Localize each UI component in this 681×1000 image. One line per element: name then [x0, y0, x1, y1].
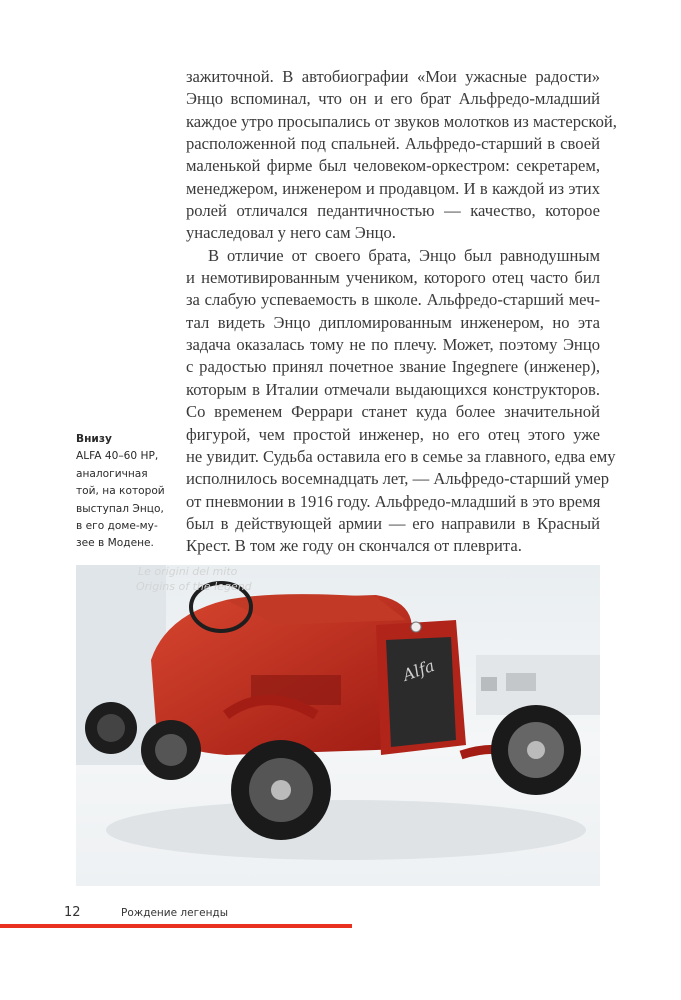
page-number: 12 — [64, 905, 81, 920]
caption-line: той, на которой — [76, 485, 165, 498]
caption-line: выступал Энцо, — [76, 502, 164, 515]
text-line: и немотивированным учеником, которого отец часто бил — [186, 268, 600, 288]
wall-text: Le origini del mito — [138, 565, 238, 578]
text-line: от пневмонии в 1916 году. Альфредо-младший в это время — [186, 491, 601, 511]
text-line: каждое утро просыпались от звуков молотков из мастерской, — [186, 111, 617, 131]
chapter-title: Рождение легенды — [121, 907, 228, 919]
text-line: менеджером, инженером и продавцом. И в каждой из этих — [186, 178, 600, 198]
grille-logo: Alfa — [400, 655, 437, 685]
text-line: задача оказалась тому не по плечу. Может, поэтому Энцо — [186, 335, 600, 355]
car-photo — [76, 565, 600, 886]
footer-accent-rule — [0, 924, 352, 928]
text-line: не увидит. Судьба оставила его в семье за главного, едва ему — [186, 446, 616, 466]
text-line: Крест. В том же году он скончался от плеврита. — [186, 536, 522, 556]
text-line: зажиточной. В автобиографии «Мои ужасные радости» — [186, 67, 600, 86]
photo-caption — [76, 431, 176, 553]
text-line: исполнилось восемнадцать лет, — Альфредо-старший умер — [186, 469, 610, 489]
caption-line: в его доме-му- — [76, 520, 158, 533]
text-line: ролей отличался педантичностью — качество, которое — [186, 201, 600, 221]
caption-line: ALFA 40–60 HP, — [76, 450, 159, 463]
text-line: расположенной под спальней. Альфредо-старший в своей — [186, 134, 600, 154]
text-line: с радостью принял почетное звание Ingegnere (инженер), — [186, 357, 600, 377]
text-line: В отличие от своего брата, Энцо был равнодушным — [208, 245, 600, 265]
text-line: которым в Италии отмечали выдающихся конструкторов. — [186, 379, 600, 399]
caption-title: Внизу — [76, 433, 112, 445]
text-line: Энцо вспоминал, что он и его брат Альфредо-младший — [186, 89, 600, 109]
caption-line: зее в Модене. — [76, 537, 154, 550]
text-line: маленькой фирме был человеком-оркестром: секретарем, — [186, 156, 600, 176]
text-line: был в действующей армии — его направили в Красный — [186, 513, 600, 533]
wall-text: Origins of the legend — [136, 580, 252, 593]
text-line: тал видеть Энцо дипломированным инженером, но эта — [186, 312, 600, 332]
text-line: за слабую успеваемость в школе. Альфредо-старший меч- — [186, 290, 600, 310]
text-line: Со временем Феррари станет куда более значительной — [186, 402, 600, 422]
text-line: фигурой, чем простой инженер, но его отец этого уже — [186, 424, 600, 444]
alfa-car-illustration — [76, 565, 600, 886]
body-text — [186, 66, 617, 558]
caption-line: аналогичная — [76, 467, 148, 480]
text-line: унаследовал у него сам Энцо. — [186, 223, 396, 243]
